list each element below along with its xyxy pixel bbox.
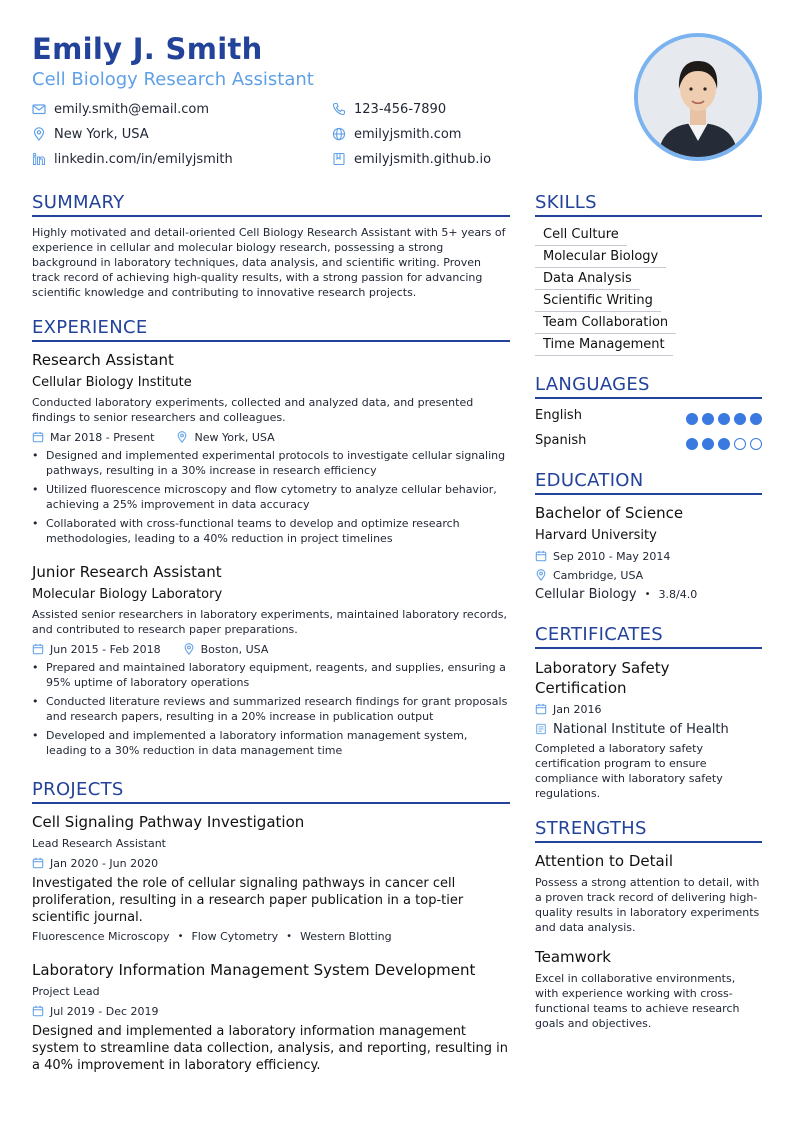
certificate-date: Jan 2016 [553, 702, 602, 716]
level-dot [718, 413, 730, 425]
education-degree: Bachelor of Science [535, 504, 684, 522]
skill-item: Scientific Writing [535, 292, 661, 312]
calendar-icon [32, 857, 44, 869]
strengths-divider [535, 841, 762, 843]
education-location-row [535, 568, 643, 582]
certificate-icon [535, 723, 547, 735]
website-text: emilyjsmith.com [354, 126, 462, 142]
location-text: New York, USA [54, 126, 149, 142]
skill-item: Cell Culture [535, 226, 627, 246]
calendar-icon [32, 431, 44, 443]
language-level-dots [682, 438, 762, 450]
education-school: Harvard University [535, 528, 657, 543]
strength-title: Attention to Detail [535, 852, 674, 870]
certificate-issuer: National Institute of Health [553, 721, 729, 737]
level-dot [750, 413, 762, 425]
certificate-title [535, 658, 669, 698]
education-dates: Sep 2010 - May 2014 [553, 549, 671, 563]
skills-heading: SKILLS [535, 192, 597, 213]
project-meta [32, 856, 158, 870]
list-item: • Prepared and maintained laboratory equipment, reagents, and supplies, ensuring a 95% uptime of laboratory operations [32, 660, 510, 690]
education-divider [535, 493, 762, 495]
list-item: • Utilized fluorescence microscopy and flow cytometry to analyze cellular behavior, achieving a 25% improvement in data accuracy [32, 482, 510, 512]
experience-heading: EXPERIENCE [32, 317, 148, 338]
experience-meta [32, 430, 275, 444]
profile-portrait-icon [638, 37, 758, 157]
education-gpa: 3.8/4.0 [658, 588, 698, 601]
bookmark-icon [332, 152, 346, 166]
contact-website[interactable] [332, 125, 461, 143]
strengths-heading: STRENGTHS [535, 818, 647, 839]
project-tag: Fluorescence Microscopy [32, 930, 170, 943]
location-pin-icon [183, 643, 195, 655]
email-text: emily.smith@email.com [54, 101, 209, 117]
experience-desc: Assisted senior researchers in laboratory experiments, maintained laboratory records, and contributed to research paper preparations. [32, 608, 508, 636]
skill-item: Time Management [535, 336, 673, 356]
contact-email[interactable] [32, 100, 209, 118]
strength-desc: Possess a strong attention to detail, with a proven track record of delivering high-quality results in laboratory experiments and data analysis. [535, 876, 760, 934]
skill-item: Data Analysis [535, 270, 640, 290]
project-meta [32, 1004, 159, 1018]
education-field: Cellular Biology [535, 587, 637, 602]
languages-divider [535, 397, 762, 399]
projects-divider [32, 802, 510, 804]
skill-item: Molecular Biology [535, 248, 666, 268]
calendar-icon [32, 643, 44, 655]
calendar-icon [32, 1005, 44, 1017]
project-desc: Designed and implemented a laboratory information management system to streamline data collection, analysis, and reporting, resulting in a 40% improvement in laboratory efficiency. [32, 1024, 508, 1073]
calendar-icon [535, 550, 547, 562]
education-heading: EDUCATION [535, 470, 644, 491]
project-desc: Investigated the role of cellular signaling pathways in cancer cell proliferation, resulting in a research paper publication in a top-tier scientific journal. [32, 876, 464, 925]
project-role: Lead Research Assistant [32, 837, 166, 850]
strength-title: Teamwork [535, 948, 611, 966]
experience-role: Research Assistant [32, 351, 174, 369]
experience-meta [32, 642, 268, 656]
project-title: Cell Signaling Pathway Investigation [32, 813, 305, 831]
experience-desc: Conducted laboratory experiments, collected and analyzed data, and presented findings to senior researchers and colleagues. [32, 396, 474, 424]
phone-text: 123-456-7890 [354, 101, 447, 117]
project-dates: Jan 2020 - Jun 2020 [50, 856, 159, 870]
skill-item: Team Collaboration [535, 314, 676, 334]
education-field-row: Cellular Biology • 3.8/4.0 [535, 587, 698, 602]
language-name: Spanish [535, 433, 587, 448]
location-pin-icon [535, 569, 547, 581]
experience-org: Cellular Biology Institute [32, 375, 192, 390]
project-dates: Jul 2019 - Dec 2019 [50, 1004, 159, 1018]
level-dot [702, 438, 714, 450]
certificate-issuer-row [535, 722, 729, 736]
summary-text: Highly motivated and detail-oriented Cell Biology Research Assistant with 5+ years of experience in cellular and molecular biology research, possessing a strong background in laboratory techniques, data analysis, and scientific writing. Proven track record of achieving high-quality results, with a strong passion for advancing scientific knowledge and contributing to innovative research projects. [32, 226, 506, 299]
certificate-desc: Completed a laboratory safety certification program to ensure compliance with laboratory safety regulations. [535, 742, 723, 800]
summary-divider [32, 215, 510, 217]
experience-location: New York, USA [194, 430, 275, 444]
level-dot [686, 413, 698, 425]
level-dot [718, 438, 730, 450]
list-item: • Conducted literature reviews and summarized research findings for grant proposals and research papers, resulting in a 20% increase in publication output [32, 694, 510, 724]
education-location: Cambridge, USA [553, 568, 644, 582]
education-dates-row [535, 549, 670, 563]
contact-linkedin[interactable] [32, 150, 233, 168]
project-role: Project Lead [32, 985, 100, 998]
list-item: • Developed and implemented a laboratory information management system, leading to a 30% reduction in data management time [32, 728, 510, 758]
certificates-divider [535, 647, 762, 649]
experience-location: Boston, USA [200, 642, 269, 656]
level-dot [750, 438, 762, 450]
contact-github[interactable] [332, 150, 491, 168]
calendar-icon [535, 703, 547, 715]
job-title: Cell Biology Research Assistant [32, 69, 314, 90]
contact-phone[interactable] [332, 100, 446, 118]
linkedin-icon [32, 152, 46, 166]
experience-dates: Mar 2018 - Present [50, 430, 155, 444]
list-item: • Designed and implemented experimental protocols to investigate cellular signaling pathways, resulting in a 30% increase in research efficiency [32, 448, 510, 478]
certificate-title-line: Laboratory Safety [535, 659, 670, 677]
strength-desc: Excel in collaborative environments, with experience working with cross-functional teams to achieve research goals and objectives. [535, 972, 740, 1030]
level-dot [734, 413, 746, 425]
experience-dates: Jun 2015 - Feb 2018 [50, 642, 161, 656]
location-pin-icon [32, 127, 46, 141]
location-pin-icon [176, 431, 188, 443]
projects-heading: PROJECTS [32, 779, 124, 800]
experience-org: Molecular Biology Laboratory [32, 587, 223, 602]
language-name: English [535, 408, 582, 423]
experience-divider [32, 340, 510, 342]
globe-icon [332, 127, 346, 141]
language-level-dots [682, 413, 762, 425]
level-dot [734, 438, 746, 450]
experience-role: Junior Research Assistant [32, 563, 222, 581]
project-tag: Flow Cytometry [191, 930, 279, 943]
project-tag: Western Blotting [300, 930, 392, 943]
level-dot [686, 438, 698, 450]
skills-divider [535, 215, 762, 217]
phone-icon [332, 102, 346, 116]
certificate-title-line: Certification [535, 679, 627, 697]
summary-heading: SUMMARY [32, 192, 125, 213]
languages-heading: LANGUAGES [535, 374, 650, 395]
full-name: Emily J. Smith [32, 32, 263, 66]
experience-bullets [32, 660, 510, 762]
contact-location [32, 125, 149, 143]
profile-photo [634, 33, 762, 161]
level-dot [702, 413, 714, 425]
certificate-date-row [535, 702, 601, 716]
linkedin-text: linkedin.com/in/emilyjsmith [54, 151, 233, 167]
email-icon [32, 102, 46, 116]
project-title: Laboratory Information Management System Development [32, 961, 476, 979]
certificates-heading: CERTIFICATES [535, 624, 663, 645]
project-tags: Fluorescence Microscopy • Flow Cytometry • Western Blotting [32, 930, 392, 943]
github-text: emilyjsmith.github.io [354, 151, 492, 167]
list-item: • Collaborated with cross-functional teams to develop and optimize research methodologies, leading to a 40% reduction in project timelines [32, 516, 510, 546]
experience-bullets [32, 448, 510, 550]
header [32, 30, 632, 167]
